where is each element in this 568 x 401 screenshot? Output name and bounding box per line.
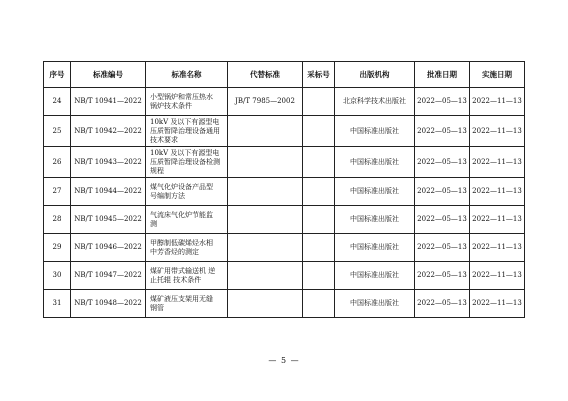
cell-effective: 2022—11—13 <box>470 206 525 234</box>
cell-name: 煤矿用带式输送机 逆 止托辊 技术条件 <box>146 262 228 290</box>
table-row <box>44 178 525 206</box>
cell-effective: 2022—11—13 <box>470 116 525 147</box>
cell-seq: 24 <box>44 88 71 116</box>
cell-approved: 2022—05—13 <box>415 88 470 116</box>
cell-name: 10kV 及以下有源型电 压质暂降治理设备检测 规程 <box>146 147 228 178</box>
cell-adopted <box>303 116 335 147</box>
cell-code: NB/T 10945—2022 <box>71 206 146 234</box>
cell-publisher: 中国标准出版社 <box>335 262 415 290</box>
cell-code: NB/T 10943—2022 <box>71 147 146 178</box>
header-adopted: 采标号 <box>303 62 335 88</box>
cell-replaces <box>228 262 303 290</box>
cell-publisher: 中国标准出版社 <box>335 178 415 206</box>
cell-replaces <box>228 290 303 318</box>
cell-adopted <box>303 290 335 318</box>
cell-publisher: 中国标准出版社 <box>335 147 415 178</box>
header-code: 标准编号 <box>71 62 146 88</box>
cell-replaces <box>228 178 303 206</box>
table-row <box>44 262 525 290</box>
cell-code: NB/T 10941—2022 <box>71 88 146 116</box>
header-seq: 序号 <box>44 62 71 88</box>
cell-name: 10kV 及以下有源型电 压质暂降治理设备通用 技术要求 <box>146 116 228 147</box>
cell-publisher: 中国标准出版社 <box>335 116 415 147</box>
table-row <box>44 116 525 147</box>
table-row <box>44 206 525 234</box>
cell-publisher: 中国标准出版社 <box>335 206 415 234</box>
cell-seq: 27 <box>44 178 71 206</box>
cell-name: 甲醇制低碳烯烃水相 中芳香烃的测定 <box>146 234 228 262</box>
header-name: 标准名称 <box>146 62 228 88</box>
cell-name: 小型锅炉和常压热水 锅炉技术条件 <box>146 88 228 116</box>
cell-adopted <box>303 147 335 178</box>
cell-name: 气流床气化炉节能监 测 <box>146 206 228 234</box>
cell-seq: 28 <box>44 206 71 234</box>
cell-publisher: 中国标准出版社 <box>335 234 415 262</box>
header-publisher: 出版机构 <box>335 62 415 88</box>
cell-seq: 30 <box>44 262 71 290</box>
cell-code: NB/T 10948—2022 <box>71 290 146 318</box>
cell-effective: 2022—11—13 <box>470 262 525 290</box>
cell-effective: 2022—11—13 <box>470 147 525 178</box>
cell-name: 煤矿液压支架用无缝 钢管 <box>146 290 228 318</box>
cell-effective: 2022—11—13 <box>470 290 525 318</box>
cell-effective: 2022—11—13 <box>470 234 525 262</box>
cell-approved: 2022—05—13 <box>415 262 470 290</box>
cell-adopted <box>303 88 335 116</box>
cell-approved: 2022—05—13 <box>415 147 470 178</box>
cell-effective: 2022—11—13 <box>470 178 525 206</box>
cell-approved: 2022—05—13 <box>415 178 470 206</box>
cell-approved: 2022—05—13 <box>415 116 470 147</box>
cell-name: 煤气化炉设备产品型 号编制方法 <box>146 178 228 206</box>
cell-publisher: 中国标准出版社 <box>335 290 415 318</box>
cell-seq: 25 <box>44 116 71 147</box>
standards-table <box>43 61 525 318</box>
cell-adopted <box>303 234 335 262</box>
cell-replaces <box>228 116 303 147</box>
cell-code: NB/T 10947—2022 <box>71 262 146 290</box>
cell-approved: 2022—05—13 <box>415 206 470 234</box>
cell-approved: 2022—05—13 <box>415 234 470 262</box>
header-effective: 实施日期 <box>470 62 525 88</box>
cell-replaces <box>228 206 303 234</box>
cell-effective: 2022—11—13 <box>470 88 525 116</box>
table-row <box>44 88 525 116</box>
cell-code: NB/T 10946—2022 <box>71 234 146 262</box>
cell-seq: 26 <box>44 147 71 178</box>
cell-adopted <box>303 178 335 206</box>
cell-adopted <box>303 206 335 234</box>
cell-publisher: 北京科学技术出版社 <box>335 88 415 116</box>
cell-replaces <box>228 234 303 262</box>
table-row <box>44 290 525 318</box>
cell-seq: 29 <box>44 234 71 262</box>
table-header-row <box>44 62 525 88</box>
table-row <box>44 234 525 262</box>
cell-code: NB/T 10944—2022 <box>71 178 146 206</box>
header-replaces: 代替标准 <box>228 62 303 88</box>
header-approved: 批准日期 <box>415 62 470 88</box>
table-row <box>44 147 525 178</box>
cell-adopted <box>303 262 335 290</box>
cell-approved: 2022—05—13 <box>415 290 470 318</box>
cell-replaces <box>228 147 303 178</box>
page-number: — 5 — <box>268 356 300 365</box>
cell-seq: 31 <box>44 290 71 318</box>
cell-replaces: JB/T 7985—2002 <box>228 88 303 116</box>
cell-code: NB/T 10942—2022 <box>71 116 146 147</box>
